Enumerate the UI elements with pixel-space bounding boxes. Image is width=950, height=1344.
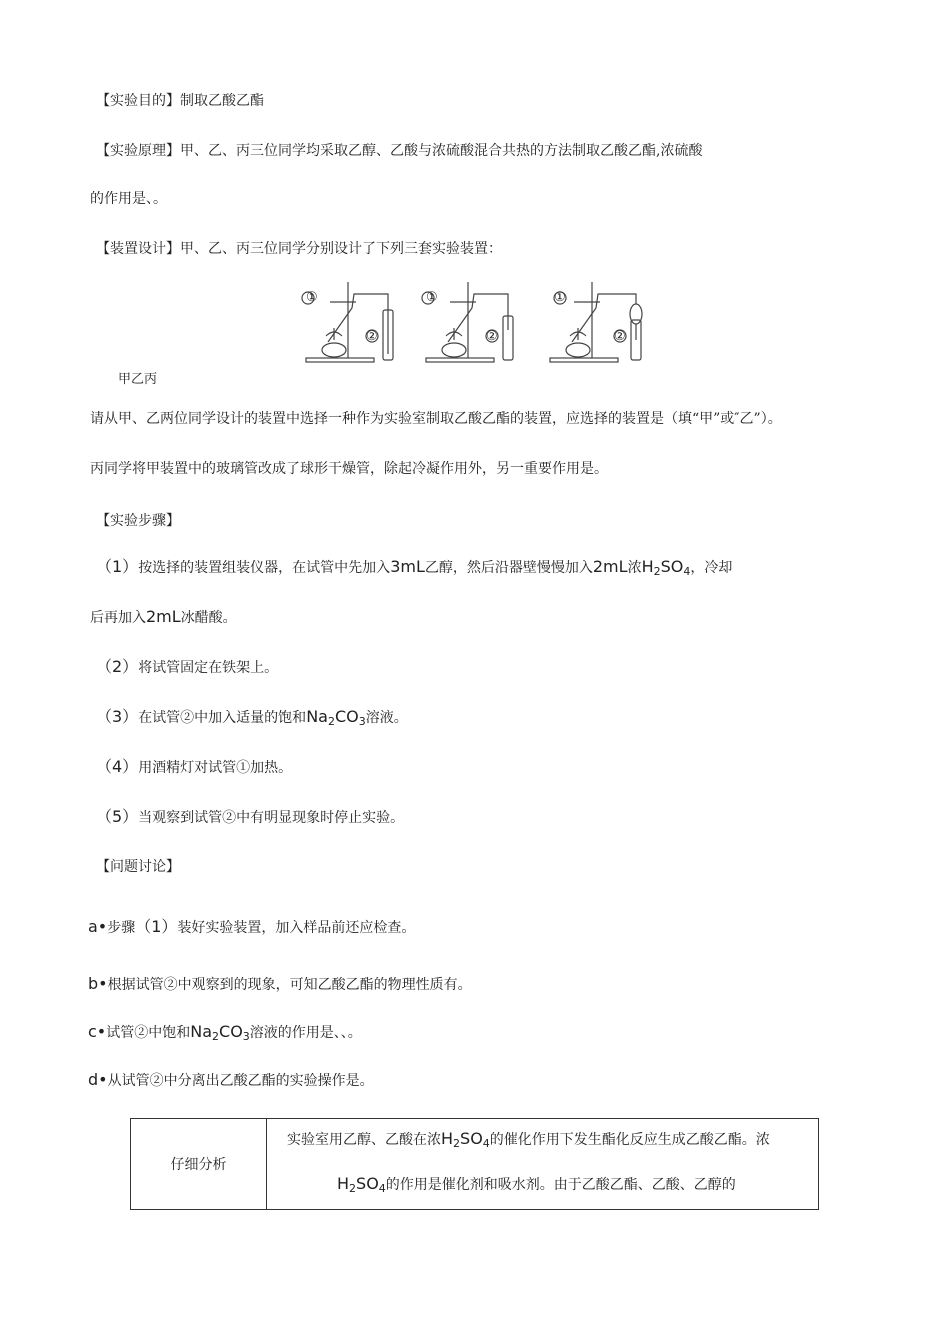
question-a-number: （1） <box>135 917 178 936</box>
analysis-text-c: 的作用是催化剂和吸水剂。由于乙酸乙酯、乙酸、乙醇的 <box>385 1177 736 1193</box>
analysis-label: 仔细分析 <box>131 1119 267 1210</box>
question-c <box>88 1023 362 1046</box>
formula-so: SO <box>356 1174 379 1193</box>
step-5-text: 当观察到试管②中有明显现象时停止实验。 <box>138 810 405 826</box>
formula-sub: 2 <box>212 1030 220 1043</box>
step-4-number: （4） <box>96 757 139 776</box>
formula-sub: 4 <box>378 1182 386 1195</box>
formula-sub: 4 <box>683 565 691 578</box>
question-a-text-b: 装好实验装置，加入样品前还应检查。 <box>177 920 416 936</box>
formula-sub: 3 <box>242 1030 250 1043</box>
question-1: 请从甲、乙两位同学设计的装置中选择一种作为实验室制取乙酸乙酯的装置，应选择的装置是（填“甲”或″乙”）。 <box>90 411 782 427</box>
principle-text: 甲、乙、丙三位同学均采取乙醇、乙酸与浓硫酸混合共热的方法制取乙酸乙酯,浓硫酸 <box>180 143 703 159</box>
formula-sub: 2 <box>653 565 661 578</box>
apparatus-figure <box>300 280 660 370</box>
step-1-text-a: 按选择的装置组装仪器，在试管中先加入 <box>138 560 391 576</box>
formula-sub: 2 <box>327 715 335 728</box>
figure-label-2c: ② <box>614 329 626 344</box>
principle-line2: 的作用是、。 <box>90 191 167 207</box>
step-1-amount-1: 3mL <box>390 557 425 576</box>
design-text: 甲、乙、丙三位同学分别设计了下列三套实验装置： <box>180 241 502 257</box>
analysis-table <box>130 1118 819 1210</box>
purpose-label: 【实验目的】 <box>96 93 180 109</box>
figure-caption: 甲乙丙 <box>118 372 158 387</box>
formula-sub: 3 <box>358 715 366 728</box>
step-1-line2 <box>90 608 237 627</box>
step-3-number: （3） <box>96 707 139 726</box>
step-3-text-a: 在试管②中加入适量的饱和 <box>138 710 307 726</box>
analysis-text-b: 的催化作用下发生酯化反应生成乙酸乙酯。浓 <box>489 1132 770 1148</box>
step-1-text-f: 冰醋酸。 <box>180 610 237 626</box>
step-2 <box>96 658 278 677</box>
purpose-text: 制取乙酸乙酯 <box>180 93 264 109</box>
step-1-amount-3: 2mL <box>146 607 181 626</box>
step-1-text-d: ，冷却 <box>690 560 733 576</box>
figure-label-2b: ② <box>486 329 498 344</box>
formula-sub: 2 <box>453 1137 461 1150</box>
principle-line <box>96 142 702 160</box>
question-a-text-a: 步骤 <box>107 920 136 936</box>
step-4-text: 用酒精灯对试管①加热。 <box>138 760 293 776</box>
formula-h: H <box>337 1174 350 1193</box>
purpose-line <box>96 92 264 110</box>
question-a-prefix: a• <box>88 917 108 936</box>
question-a <box>88 918 415 937</box>
question-c-text-b: 溶液的作用是、、。 <box>249 1025 362 1041</box>
design-label: 【装置设计】 <box>96 241 180 257</box>
formula-co: CO <box>219 1022 243 1041</box>
step-1-number: （1） <box>96 557 139 576</box>
step-3-text-b: 溶液。 <box>365 710 408 726</box>
question-d-text: 从试管②中分离出乙酸乙酯的实验操作是。 <box>107 1073 374 1089</box>
principle-label: 【实验原理】 <box>96 143 180 159</box>
question-b <box>88 975 472 994</box>
formula-na: Na <box>190 1022 213 1041</box>
question-2: 丙同学将甲装置中的玻璃管改成了球形干燥管，除起冷凝作用外，另一重要作用是。 <box>90 461 608 477</box>
step-5 <box>96 808 404 827</box>
analysis-text-a: 实验室用乙醇、乙酸在浓 <box>287 1132 441 1148</box>
question-c-prefix: c• <box>88 1022 107 1041</box>
step-3 <box>96 708 408 731</box>
figure-label-2a: ② <box>366 329 378 344</box>
step-4 <box>96 758 292 777</box>
formula-h: H <box>641 557 654 576</box>
step-2-text: 将试管固定在铁架上。 <box>138 660 279 676</box>
analysis-line-2 <box>287 1164 808 1209</box>
discussion-heading: 【问题讨论】 <box>96 859 180 875</box>
analysis-line-1 <box>287 1119 808 1164</box>
step-1-amount-2: 2mL <box>592 557 628 576</box>
question-b-prefix: b• <box>88 974 108 993</box>
design-line <box>96 240 502 258</box>
analysis-content <box>267 1119 819 1210</box>
step-1-text-e: 后再加入 <box>90 610 146 626</box>
step-1-line1 <box>96 558 732 581</box>
step-1-text-c: 浓 <box>627 560 642 576</box>
formula-sub: 4 <box>482 1137 490 1150</box>
formula-h: H <box>441 1129 454 1148</box>
steps-heading: 【实验步骤】 <box>96 513 180 529</box>
formula-na: Na <box>306 707 328 726</box>
formula-so: SO <box>460 1129 483 1148</box>
formula-co: CO <box>334 707 359 726</box>
question-d-prefix: d• <box>88 1070 108 1089</box>
step-2-number: （2） <box>96 657 139 676</box>
question-c-text-a: 试管②中饱和 <box>106 1025 191 1041</box>
step-1-text-b: 乙醇，然后沿器壁慢慢加入 <box>424 560 593 576</box>
figure-label-1b: ① <box>426 290 438 305</box>
question-d <box>88 1071 374 1090</box>
question-b-text: 根据试管②中观察到的现象，可知乙酸乙酯的物理性质有。 <box>107 977 472 993</box>
formula-so: SO <box>660 557 684 576</box>
figure-label-1c: ① <box>554 290 566 305</box>
step-5-number: （5） <box>96 807 139 826</box>
figure-label-1a: ① <box>306 290 318 305</box>
formula-sub: 2 <box>349 1182 357 1195</box>
